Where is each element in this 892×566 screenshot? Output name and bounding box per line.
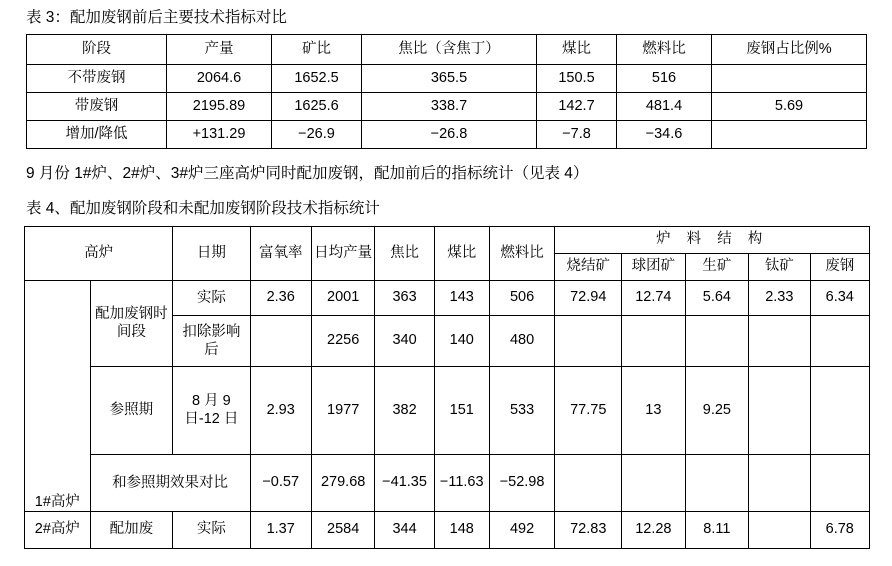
table4-row-label: 实际 <box>173 511 250 548</box>
table3-cell <box>712 64 867 92</box>
table4-cell: 6.78 <box>810 511 869 548</box>
table4-header-oxygen-rate: 富氧率 <box>250 226 311 280</box>
table3-cell: 不带废钢 <box>27 64 167 92</box>
table3-cell: −26.9 <box>272 120 362 148</box>
table3-cell: 2064.6 <box>167 64 272 92</box>
table4-header-blast-furnace: 高炉 <box>25 226 173 280</box>
table4-cell: 12.28 <box>622 511 686 548</box>
table4-cell: 2256 <box>311 315 375 366</box>
table3-caption: 表 3：配加废钢前后主要技术指标对比 <box>26 9 287 26</box>
table4-header-coke-ratio: 焦比 <box>375 226 434 280</box>
table3 <box>26 34 867 149</box>
table4-stage-scrap-label: 配加废钢时间段 <box>90 280 173 366</box>
table4-cell: 151 <box>434 366 489 454</box>
table4-stage-reference-label: 参照期 <box>90 366 173 454</box>
table4-header-daily-output: 日均产量 <box>311 226 375 280</box>
table4-header-coal-ratio: 煤比 <box>434 226 489 280</box>
table3-cell: 338.7 <box>362 92 537 120</box>
table4-cell: −52.98 <box>489 454 555 511</box>
table3-cell: 5.69 <box>712 92 867 120</box>
table4-cell <box>749 511 810 548</box>
table3-cell: 1652.5 <box>272 64 362 92</box>
table3-cell: 2195.89 <box>167 92 272 120</box>
table4-cell: −11.63 <box>434 454 489 511</box>
table3-header-cell: 煤比 <box>537 34 617 64</box>
table4-cell <box>685 454 749 511</box>
table4-header-sinter: 烧结矿 <box>555 253 622 280</box>
table4-cell: 506 <box>489 280 555 315</box>
table4-furnace1-label: 1#高炉 <box>25 280 91 511</box>
body-paragraph: 9 月份 1#炉、2#炉、3#炉三座高炉同时配加废钢，配加前后的指标统计（见表 4） <box>26 164 589 182</box>
table4 <box>24 226 870 549</box>
table4-comparison-label: 和参照期效果对比 <box>90 454 250 511</box>
table4-cell <box>622 454 686 511</box>
table4-cell <box>555 315 622 366</box>
table4-cell: 72.83 <box>555 511 622 548</box>
table4-header-fuel-ratio: 燃料比 <box>489 226 555 280</box>
table-row <box>25 511 870 548</box>
table4-cell: 148 <box>434 511 489 548</box>
table4-header-titanium: 钛矿 <box>749 253 810 280</box>
table4-cell: 2.93 <box>250 366 311 454</box>
table4-cell: 279.68 <box>311 454 375 511</box>
table3-cell: 516 <box>617 64 712 92</box>
table4-header-burden-structure: 炉 料 结 构 <box>555 226 870 253</box>
table-row <box>27 92 867 120</box>
table4-cell: 1977 <box>311 366 375 454</box>
table3-header-cell: 废钢占比例% <box>712 34 867 64</box>
table-row <box>25 280 870 315</box>
table4-cell: 2.33 <box>749 280 810 315</box>
table4-cell <box>749 315 810 366</box>
table4-cell: 8.11 <box>685 511 749 548</box>
table4-cell: 2584 <box>311 511 375 548</box>
table4-cell: 480 <box>489 315 555 366</box>
table4-cell <box>810 454 869 511</box>
table4-cell <box>749 454 810 511</box>
table4-furnace2-stage-label: 配加废 <box>90 511 173 548</box>
table3-cell: 增加/降低 <box>27 120 167 148</box>
table4-cell: 6.34 <box>810 280 869 315</box>
table-row <box>25 454 870 511</box>
table4-cell: −0.57 <box>250 454 311 511</box>
table4-cell: 2001 <box>311 280 375 315</box>
table4-cell: −41.35 <box>375 454 434 511</box>
table4-cell <box>685 315 749 366</box>
table3-header-cell: 焦比（含焦丁） <box>362 34 537 64</box>
table3-cell: 150.5 <box>537 64 617 92</box>
table3-header-cell: 产量 <box>167 34 272 64</box>
table4-cell: 533 <box>489 366 555 454</box>
table4-cell: 344 <box>375 511 434 548</box>
table4-cell: 2.36 <box>250 280 311 315</box>
table3-header-row <box>27 34 867 64</box>
table4-cell: 143 <box>434 280 489 315</box>
table4-header-date: 日期 <box>173 226 250 280</box>
table4-header-lump: 生矿 <box>685 253 749 280</box>
table3-header-cell: 燃料比 <box>617 34 712 64</box>
table4-cell: 140 <box>434 315 489 366</box>
table4-cell: 492 <box>489 511 555 548</box>
table3-cell: 365.5 <box>362 64 537 92</box>
table4-cell: 12.74 <box>622 280 686 315</box>
table4-cell: 1.37 <box>250 511 311 548</box>
table4-header-pellet: 球团矿 <box>622 253 686 280</box>
table3-cell: 142.7 <box>537 92 617 120</box>
table4-cell <box>622 315 686 366</box>
table4-cell: 9.25 <box>685 366 749 454</box>
table3-cell: −26.8 <box>362 120 537 148</box>
table-row <box>25 366 870 454</box>
table-row <box>27 64 867 92</box>
table4-furnace2-label: 2#高炉 <box>25 511 91 548</box>
table4-cell <box>250 315 311 366</box>
table3-cell: 带废钢 <box>27 92 167 120</box>
table4-header-row-1 <box>25 226 870 253</box>
table3-cell: 1625.6 <box>272 92 362 120</box>
table4-cell: 382 <box>375 366 434 454</box>
table3-cell <box>712 120 867 148</box>
table3-cell: 481.4 <box>617 92 712 120</box>
table3-cell: +131.29 <box>167 120 272 148</box>
table4-cell: 13 <box>622 366 686 454</box>
table4-row-label: 扣除影响后 <box>173 315 250 366</box>
table4-cell <box>810 366 869 454</box>
table4-cell: 72.94 <box>555 280 622 315</box>
table4-cell <box>749 366 810 454</box>
table4-header-scrap: 废钢 <box>810 253 869 280</box>
table4-cell: 363 <box>375 280 434 315</box>
table4-caption: 表 4、配加废钢阶段和未配加废钢阶段技术指标统计 <box>26 200 380 218</box>
table4-cell: 340 <box>375 315 434 366</box>
table4-cell-date: 8 月 9 日-12 日 <box>173 366 250 454</box>
table3-cell: −34.6 <box>617 120 712 148</box>
table4-cell <box>555 454 622 511</box>
table-row <box>27 120 867 148</box>
table3-header-cell: 阶段 <box>27 34 167 64</box>
table4-cell: 77.75 <box>555 366 622 454</box>
table4-cell: 5.64 <box>685 280 749 315</box>
table3-header-cell: 矿比 <box>272 34 362 64</box>
table4-cell <box>810 315 869 366</box>
table3-cell: −7.8 <box>537 120 617 148</box>
table4-row-label: 实际 <box>173 280 250 315</box>
